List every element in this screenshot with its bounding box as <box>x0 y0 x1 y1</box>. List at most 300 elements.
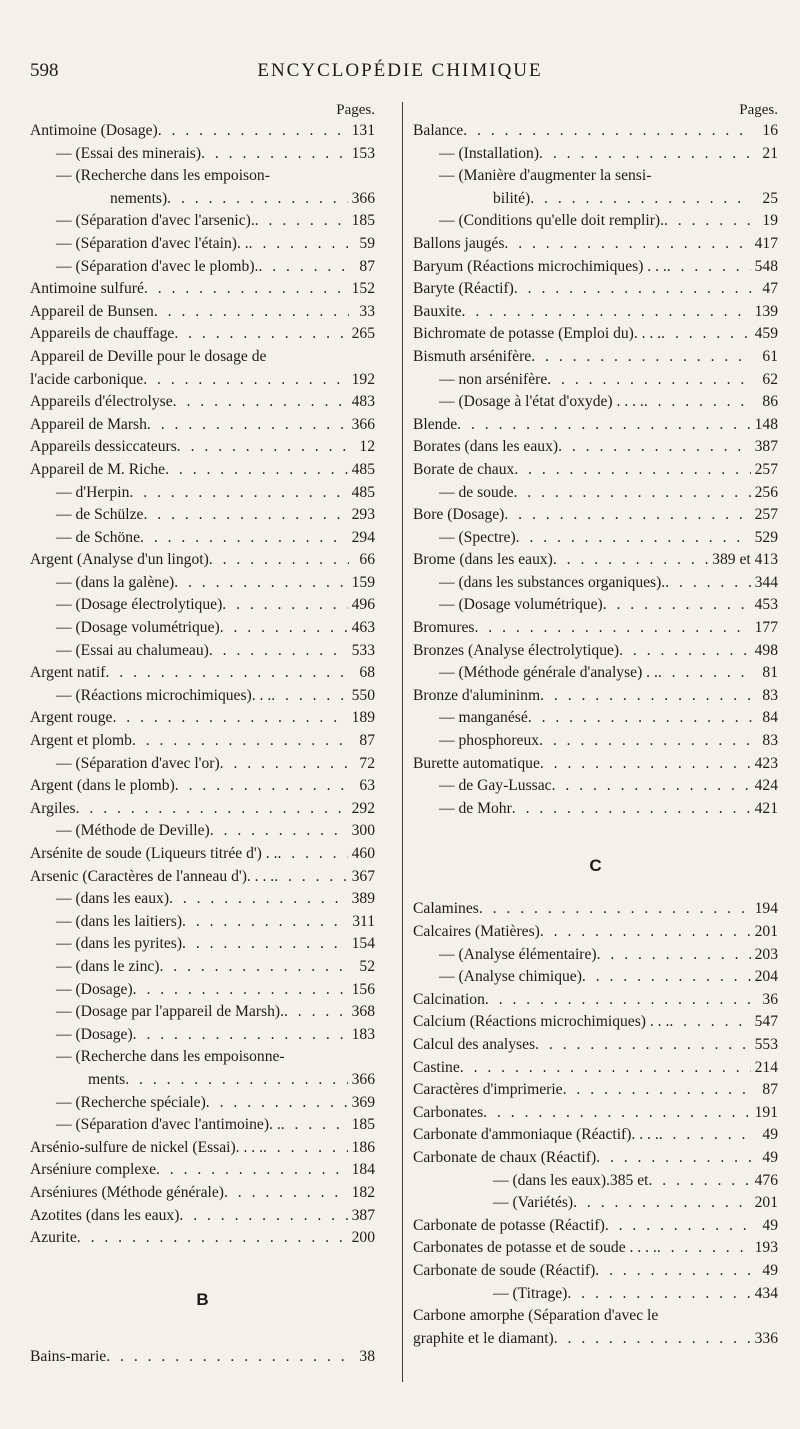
entry-text: Argiles <box>30 799 76 817</box>
entry-text: — (Titrage) <box>493 1284 568 1302</box>
section-letter: C <box>589 856 602 876</box>
dot-leader <box>540 685 752 708</box>
entry-text: Burette automatique <box>413 754 540 772</box>
dot-leader <box>156 1159 348 1182</box>
index-entry <box>30 436 375 459</box>
dot-leader <box>504 233 750 256</box>
entry-page: 459 <box>754 325 778 343</box>
dot-leader <box>222 594 347 617</box>
index-entry <box>30 256 375 279</box>
dot-leader <box>658 662 752 685</box>
entry-page: 496 <box>351 596 375 614</box>
entry-page: 81 <box>762 664 778 682</box>
entry-text: Ballons jaugés <box>413 234 505 252</box>
index-entry <box>30 956 375 979</box>
dot-leader <box>512 798 751 821</box>
dot-leader <box>179 1205 347 1228</box>
entry-page: 52 <box>359 957 375 975</box>
dot-leader <box>112 707 347 730</box>
dot-leader <box>174 323 347 346</box>
index-entry <box>30 1159 375 1182</box>
entry-text: Antimoine sulfuré <box>30 280 144 298</box>
index-entry <box>413 1011 778 1034</box>
dot-leader <box>558 436 751 459</box>
index-entry <box>30 1227 375 1250</box>
index-entry <box>413 1057 778 1080</box>
entry-page: 311 <box>352 912 375 930</box>
index-entry <box>413 346 778 369</box>
index-entry <box>413 775 778 798</box>
dot-leader <box>540 921 751 944</box>
entry-page: 194 <box>754 900 778 918</box>
entry-page: 152 <box>351 280 375 298</box>
dot-leader <box>563 1079 752 1102</box>
dot-leader <box>125 1069 347 1092</box>
index-entry <box>413 1237 778 1260</box>
index-entry <box>30 707 375 730</box>
index-entry <box>413 944 778 967</box>
entry-page: 25 <box>762 189 778 207</box>
index-entry <box>30 482 375 505</box>
dot-leader <box>209 640 348 663</box>
index-entry <box>413 707 778 730</box>
entry-text: Argent et plomb <box>30 732 132 750</box>
entry-text: — (Méthode générale d'analyse) . . <box>439 664 658 682</box>
dot-leader <box>143 504 347 527</box>
dot-leader <box>475 617 751 640</box>
index-entry <box>30 1001 375 1024</box>
dot-leader <box>667 256 751 279</box>
index-entry <box>30 459 375 482</box>
entry-page: 257 <box>754 460 778 478</box>
index-entry <box>413 1124 778 1147</box>
entry-text: Antimoine (Dosage) <box>30 122 158 139</box>
entry-text: Calcaires (Matières) <box>413 923 540 940</box>
dot-leader <box>554 1328 751 1351</box>
index-entry <box>413 1034 778 1057</box>
index-entry <box>30 504 375 527</box>
dot-leader <box>479 898 751 921</box>
entry-text: Azotites (dans les eaux) <box>30 1206 180 1224</box>
dot-leader <box>220 617 348 640</box>
index-entry <box>413 549 778 572</box>
dot-leader <box>201 143 348 166</box>
index-entry <box>30 549 375 572</box>
entry-text: Appareils dessiccateurs <box>30 438 177 456</box>
entry-text: Carbonates de potasse et de soude . . . . <box>413 1239 657 1257</box>
entry-page: 293 <box>351 506 375 524</box>
entry-text: Appareil de Marsh <box>30 415 147 433</box>
entry-page: 87 <box>359 257 375 275</box>
dot-leader <box>659 1124 752 1147</box>
dot-leader <box>154 301 349 324</box>
index-entry <box>413 414 778 437</box>
entry-text: Argent natif <box>30 664 106 682</box>
entry-page: 185 <box>351 1116 375 1134</box>
index-entry <box>413 165 778 188</box>
entry-page: 61 <box>762 347 778 365</box>
dot-leader <box>210 820 348 843</box>
index-entry <box>413 527 778 550</box>
dot-leader <box>595 1260 752 1283</box>
left-column <box>30 100 375 1368</box>
entry-page: 87 <box>359 732 375 750</box>
index-entry <box>30 753 375 776</box>
index-entry <box>30 798 375 821</box>
dot-leader <box>597 944 751 967</box>
index-entry <box>413 1328 778 1351</box>
index-entry <box>413 301 778 324</box>
dot-leader <box>457 414 750 437</box>
entry-page: 139 <box>754 302 778 320</box>
index-entry <box>413 459 778 482</box>
dot-leader <box>209 549 349 572</box>
dot-leader <box>603 594 751 617</box>
index-entry <box>30 1046 375 1069</box>
entry-text: Bronze d'alumininm <box>413 686 541 704</box>
entry-page: 59 <box>359 234 375 252</box>
entry-text: — (Séparation d'avec l'arsenic). <box>56 212 255 230</box>
dot-leader <box>77 1227 348 1250</box>
index-entry <box>30 1114 375 1137</box>
entry-page: 159 <box>351 573 375 591</box>
entry-text: Appareils de chauffage <box>30 325 175 343</box>
dot-leader <box>133 979 348 1002</box>
entry-text: — (dans les eaux).385 et <box>493 1171 649 1189</box>
entry-text: — (Essai au chalumeau) <box>56 641 209 659</box>
entry-page: 72 <box>359 754 375 772</box>
dot-leader <box>255 210 348 233</box>
index-entry <box>413 1079 778 1102</box>
dot-leader <box>284 1001 348 1024</box>
entry-page: 257 <box>754 506 778 524</box>
dot-leader <box>177 436 349 459</box>
index-entry <box>30 143 375 166</box>
dot-leader <box>540 753 751 776</box>
dot-leader <box>644 391 752 414</box>
entry-text: l'acide carbonique <box>30 370 144 388</box>
entry-page: 66 <box>359 551 375 569</box>
index-entry <box>30 233 375 256</box>
entry-page: 200 <box>351 1229 375 1247</box>
index-entry <box>30 278 375 301</box>
entry-text: Appareil de M. Riche <box>30 460 166 478</box>
index-entry <box>413 143 778 166</box>
entry-page: 47 <box>762 280 778 298</box>
entry-text: — (Réactions microchimiques). . . <box>56 686 272 704</box>
dot-leader <box>106 662 350 685</box>
index-entry <box>30 323 375 346</box>
entry-text: — (Séparation d'avec l'or) <box>56 754 220 772</box>
entry-text: Appareils d'électrolyse <box>30 393 173 411</box>
index-entry <box>413 921 778 944</box>
entry-page: 387 <box>754 438 778 456</box>
entry-text: Caractères d'imprimerie <box>413 1081 563 1099</box>
index-entry <box>413 1215 778 1238</box>
entry-text: — (Séparation d'avec l'étain). . <box>56 234 249 252</box>
index-entry <box>413 369 778 392</box>
entry-text: — (Analyse chimique) <box>439 968 582 986</box>
dot-leader <box>552 775 751 798</box>
index-entry <box>413 1102 778 1125</box>
index-entry <box>30 414 375 437</box>
index-entry <box>30 210 375 233</box>
entry-page: 16 <box>762 122 778 139</box>
entry-page: 186 <box>351 1138 375 1156</box>
entry-page: 62 <box>762 370 778 388</box>
entry-text: Carbonates <box>413 1103 484 1121</box>
entry-text: Carbonate de chaux (Réactif) <box>413 1148 597 1166</box>
index-entry <box>30 1346 375 1369</box>
index-entry <box>30 866 375 889</box>
entry-page: 38 <box>359 1347 375 1365</box>
entry-text: — d'Herpin <box>56 483 130 501</box>
entry-page: 300 <box>351 822 375 840</box>
entry-text: — (Séparation d'avec le plomb). <box>56 257 259 275</box>
dot-leader <box>547 369 752 392</box>
entry-text: Arsenic (Caractères de l'anneau d'). . . . <box>30 867 275 885</box>
index-entry <box>413 1305 778 1328</box>
entry-page: 192 <box>351 370 375 388</box>
dot-leader <box>528 707 752 730</box>
entry-text: — de Schülze <box>56 506 144 524</box>
index-entry <box>30 391 375 414</box>
entry-page: 182 <box>351 1183 375 1201</box>
dot-leader <box>605 1215 752 1238</box>
dot-leader <box>132 730 349 753</box>
column-divider <box>402 102 403 1382</box>
dot-leader <box>463 120 752 143</box>
index-entry <box>413 640 778 663</box>
entry-page: 87 <box>762 1081 778 1099</box>
index-entry <box>413 617 778 640</box>
entry-text: — de soude <box>439 483 514 501</box>
entry-page: 156 <box>351 980 375 998</box>
entry-page: 294 <box>351 528 375 546</box>
entry-text: — (dans le zinc) <box>56 957 160 975</box>
index-entry <box>413 323 778 346</box>
entry-text: ments <box>88 1070 126 1088</box>
index-entry <box>413 391 778 414</box>
entry-page: 191 <box>754 1103 778 1121</box>
entry-page: 177 <box>754 619 778 637</box>
entry-page: 389 et 413 <box>712 551 778 569</box>
entry-page: 201 <box>754 923 778 940</box>
entry-text: — (Dosage à l'état d'oxyde) . . . . <box>439 393 644 411</box>
dot-leader <box>530 188 752 211</box>
index-entry <box>30 640 375 663</box>
dot-leader <box>462 301 751 324</box>
entry-text: Calcium (Réactions microchimiques) . . . <box>413 1013 670 1031</box>
entry-page: 33 <box>359 302 375 320</box>
section-letter: B <box>196 1289 209 1309</box>
entry-page: 183 <box>351 1025 375 1043</box>
dot-leader <box>159 956 349 979</box>
entry-text: — (Dosage volumétrique) <box>56 619 220 637</box>
index-entry <box>413 120 778 143</box>
entry-text: — (dans les laitiers) <box>56 912 183 930</box>
index-entry <box>30 979 375 1002</box>
dot-leader <box>158 120 348 143</box>
entry-page: 184 <box>351 1161 375 1179</box>
index-entry <box>413 1192 778 1215</box>
dot-leader <box>106 1346 349 1369</box>
index-entry <box>30 1024 375 1047</box>
dot-leader <box>539 143 752 166</box>
entry-text: — (Dosage volumétrique) <box>439 596 603 614</box>
index-entry <box>30 188 375 211</box>
entry-page: 84 <box>762 709 778 727</box>
index-entry <box>30 685 375 708</box>
entry-text: — (Analyse élémentaire) <box>439 945 597 963</box>
entry-text: — (Spectre) <box>439 528 516 546</box>
dot-leader <box>165 459 348 482</box>
index-entry <box>413 966 778 989</box>
dot-leader <box>174 572 347 595</box>
entry-text: Argent (dans le plomb) <box>30 777 175 795</box>
entry-text: Brome (dans les eaux) <box>413 551 553 569</box>
dot-leader <box>539 730 752 753</box>
dot-leader <box>274 866 347 889</box>
dot-leader <box>504 504 750 527</box>
entry-text: — (Dosage par l'appareil de Marsh). <box>56 1003 284 1021</box>
index-entry <box>30 1137 375 1160</box>
index-entry <box>413 1147 778 1170</box>
entry-page: 366 <box>351 189 375 207</box>
dot-leader <box>140 527 348 550</box>
dot-leader <box>665 572 750 595</box>
entry-text: Bismuth arsénifère <box>413 347 532 365</box>
entry-page: 256 <box>754 483 778 501</box>
dot-leader <box>483 1102 750 1125</box>
entry-text: Calamines <box>413 900 479 918</box>
entry-text: Bromures <box>413 619 475 637</box>
entry-text: — (Recherche dans les empoisonne- <box>56 1048 285 1066</box>
dot-leader <box>76 798 348 821</box>
index-entry <box>30 1182 375 1205</box>
index-entry <box>413 662 778 685</box>
entry-page: 550 <box>351 686 375 704</box>
entry-text: Baryte (Réactif) <box>413 280 514 298</box>
dot-leader <box>582 966 751 989</box>
entry-page: 434 <box>754 1284 778 1302</box>
dot-leader <box>263 1137 348 1160</box>
entry-text: Bauxite <box>413 302 462 320</box>
index-entry <box>413 685 778 708</box>
entry-text: — (dans les pyrites) <box>56 935 183 953</box>
index-entry <box>30 933 375 956</box>
entry-text: — de Gay-Lussac <box>439 777 552 795</box>
right-column <box>413 100 778 1350</box>
index-entry <box>413 989 778 1012</box>
entry-page: 292 <box>351 799 375 817</box>
entry-text: Arsénite de soude (Liqueurs titrée d') . . <box>30 845 278 862</box>
entry-text: Balance <box>413 122 464 139</box>
entry-page: 533 <box>351 641 375 659</box>
entry-text: — (dans les eaux) <box>56 890 170 908</box>
index-entry <box>30 911 375 934</box>
index-entry <box>30 346 375 369</box>
entry-page: 214 <box>754 1058 778 1076</box>
entry-text: Arséniures (Méthode générale) <box>30 1183 224 1201</box>
entry-page: 498 <box>754 641 778 659</box>
entry-page: 463 <box>351 619 375 637</box>
entry-page: 204 <box>754 968 778 986</box>
entry-page: 421 <box>754 799 778 817</box>
dot-leader <box>224 1182 348 1205</box>
entry-page: 131 <box>351 122 375 139</box>
dot-leader <box>531 346 752 369</box>
entry-text: Bichromate de potasse (Emploi du). . . . <box>413 325 662 343</box>
dot-leader <box>133 1024 348 1047</box>
index-entry <box>413 1283 778 1306</box>
entry-page: 483 <box>351 393 375 411</box>
index-entry <box>413 278 778 301</box>
entry-page: 83 <box>762 732 778 750</box>
index-entry <box>413 572 778 595</box>
entry-page: 68 <box>359 664 375 682</box>
page-number: 598 <box>30 60 59 81</box>
entry-text: Carbonate d'ammoniaque (Réactif). . . . <box>413 1126 659 1144</box>
entry-text: Arséniure complexe <box>30 1161 156 1179</box>
entry-page: 203 <box>754 945 778 963</box>
dot-leader <box>169 888 348 911</box>
index-entry <box>413 730 778 753</box>
index-entry <box>30 1092 375 1115</box>
entry-text: — de Schöne <box>56 528 141 546</box>
entry-page: 344 <box>754 573 778 591</box>
entry-page: 49 <box>762 1261 778 1279</box>
index-entry <box>30 662 375 685</box>
index-entry <box>30 617 375 640</box>
index-entry <box>413 1170 778 1193</box>
index-entry <box>30 165 375 188</box>
dot-leader <box>277 843 347 866</box>
dot-leader <box>144 278 348 301</box>
entry-page: 368 <box>351 1003 375 1021</box>
index-entry <box>30 369 375 392</box>
entry-text: Appareil de Bunsen <box>30 302 154 320</box>
dot-leader <box>516 527 751 550</box>
dot-leader <box>514 482 751 505</box>
entry-text: — (dans les substances organiques). <box>439 573 666 591</box>
entry-page: 389 <box>351 890 375 908</box>
dot-leader <box>669 1011 750 1034</box>
entry-text: — (Installation) <box>439 144 540 162</box>
entry-text: Castine <box>413 1058 460 1076</box>
entry-page: 529 <box>754 528 778 546</box>
index-entry <box>413 188 778 211</box>
entry-page: 367 <box>351 867 375 885</box>
entry-page: 148 <box>754 415 778 433</box>
entry-text: — (Dosage électrolytique) <box>56 596 223 614</box>
dot-leader <box>514 278 752 301</box>
index-entry <box>413 898 778 921</box>
dot-leader <box>657 1237 751 1260</box>
index-entry <box>413 482 778 505</box>
entry-text: — (Séparation d'avec l'antimoine). . <box>56 1116 281 1134</box>
entry-text: Carbonate de soude (Réactif) <box>413 1261 596 1279</box>
entry-text: Argent (Analyse d'un lingot) <box>30 551 209 569</box>
entry-page: 417 <box>754 234 778 252</box>
entry-page: 185 <box>351 212 375 230</box>
index-entry <box>30 888 375 911</box>
pages-label: Pages. <box>739 102 778 118</box>
dot-leader <box>664 210 752 233</box>
entry-page: 154 <box>351 935 375 953</box>
entry-page: 63 <box>359 777 375 795</box>
dot-leader <box>271 685 347 708</box>
